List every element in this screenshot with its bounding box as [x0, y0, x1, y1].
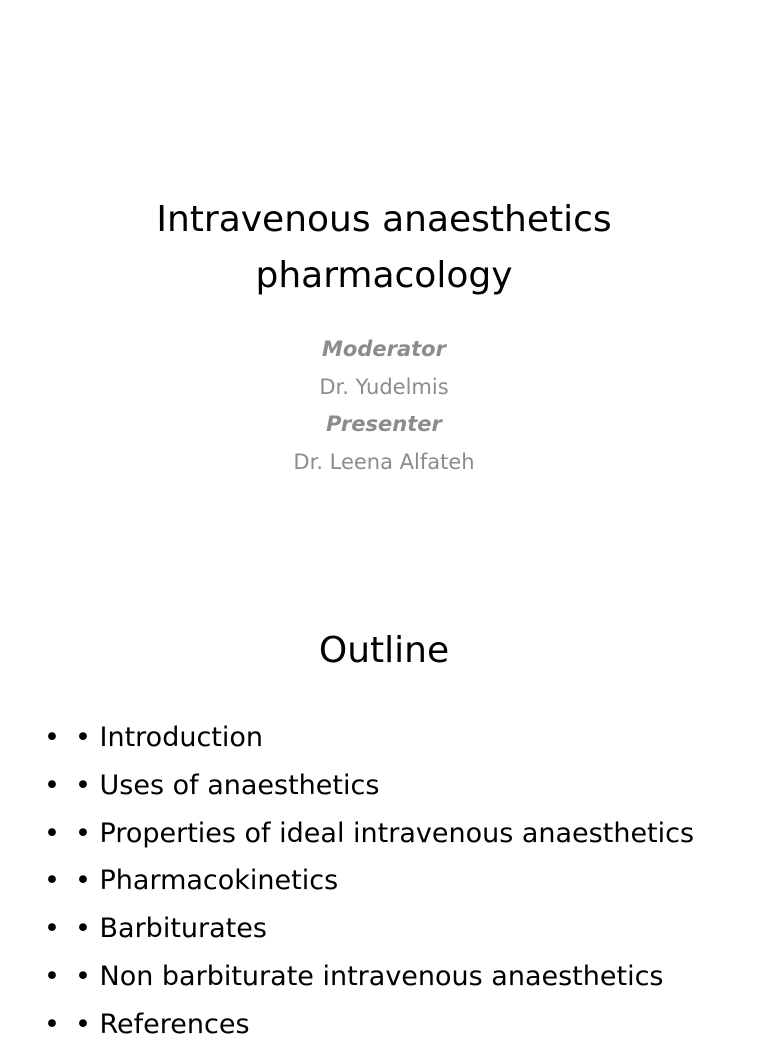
bullet-icon: •: [44, 817, 60, 849]
title-line-2: pharmacology: [255, 255, 513, 296]
bullet-icon: •: [44, 913, 60, 945]
list-item: [0, 714, 694, 762]
credits-block: [0, 331, 768, 481]
moderator-name: Dr. Yudelmis: [319, 374, 449, 399]
presenter-name: Dr. Leena Alfateh: [293, 449, 475, 474]
bullet-icon: •: [44, 865, 60, 897]
list-item-text: • Barbiturates: [75, 913, 267, 945]
list-item-text: • References: [75, 1008, 250, 1040]
bullet-icon: •: [44, 722, 60, 753]
list-item: [0, 857, 694, 905]
presenter-label: Presenter: [326, 412, 442, 436]
bullet-icon: •: [44, 960, 60, 992]
presentation-title: [0, 192, 768, 304]
bullet-icon: •: [44, 769, 60, 801]
list-item: [0, 810, 694, 858]
outline-title: Outline: [318, 630, 450, 671]
list-item: [0, 905, 694, 953]
title-line-1: Intravenous anaesthetics: [156, 199, 612, 240]
list-item-text: • Properties of ideal intravenous anaesthetics: [75, 817, 695, 849]
list-item-text: • Non barbiturate intravenous anaesthetics: [75, 960, 664, 992]
list-item: [0, 1001, 694, 1049]
moderator-label: Moderator: [322, 337, 446, 361]
bullet-icon: •: [44, 1008, 60, 1040]
outline-slide: [0, 576, 768, 1040]
list-item: [0, 953, 694, 1001]
list-item-text: • Introduction: [75, 722, 264, 753]
list-item: [0, 762, 694, 810]
list-item-text: • Uses of anaesthetics: [75, 769, 380, 801]
list-item-text: • Pharmacokinetics: [75, 865, 339, 897]
outline-list: [0, 714, 694, 1049]
